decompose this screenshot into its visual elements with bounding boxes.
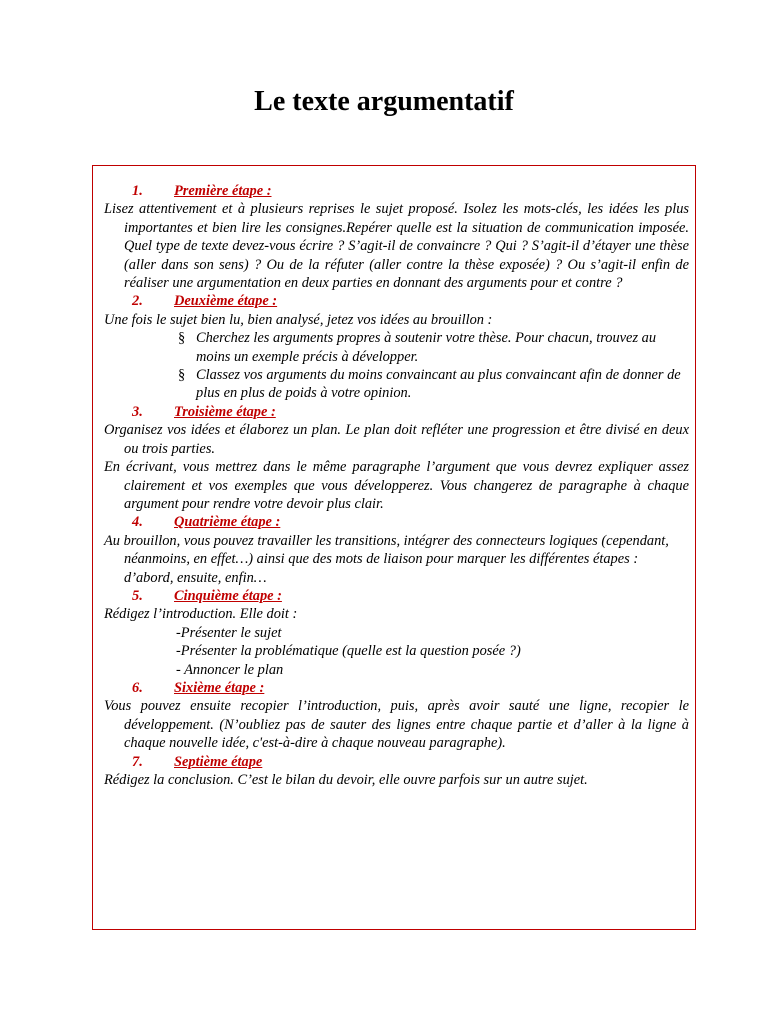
bullet-icon: §: [178, 367, 186, 384]
step-5-heading: [104, 587, 689, 605]
step-number: 7.: [132, 753, 143, 770]
step-2-intro: Une fois le sujet bien lu, bien analysé, jetez vos idées au brouillon :: [104, 311, 493, 328]
step-3-paragraph-1: Organisez vos idées et élaborez un plan. Le plan doit refléter une progression et être divisé en deux ou trois parties.: [104, 422, 689, 457]
step-5-item: -Présenter le sujet: [176, 624, 282, 641]
step-1-heading: [104, 182, 689, 200]
step-number: 4.: [132, 514, 143, 531]
step-title: Quatrième étape :: [174, 514, 281, 531]
step-title: Sixième étape :: [174, 679, 265, 696]
step-title: Cinquième étape :: [174, 587, 282, 604]
step-1-paragraph: Lisez attentivement et à plusieurs reprises le sujet proposé. Isolez les mots-clés, les idées les plus importantes et bien lire les consignes.Repérer quelle est la situation de communication imposée. Quel type de texte devez-vous écrire ? S’agit-il de convaincre ? Qui ? S’agit-il d’étayer une thèse (aller dans son sens) ? Ou de la réfuter (aller contre la thèse exposée) ? Ou s’agit-il enfin de réaliser une argumentation en deux parties en donnant des arguments pour et contre ?: [104, 201, 689, 292]
step-7-paragraph: Rédigez la conclusion. C’est le bilan du devoir, elle ouvre parfois sur un autre sujet.: [104, 772, 588, 788]
step-4-heading: [104, 513, 689, 531]
step-2-bullet-list: [104, 329, 689, 403]
list-item: [104, 366, 689, 403]
step-number: 2.: [132, 293, 143, 310]
step-6-paragraph: Vous pouvez ensuite recopier l’introduction, puis, après avoir sauté une ligne, recopier le développement. (N’oubliez pas de sauter des lignes entre chaque partie et d’aller à la ligne à chaque nouvelle idée, c'est-à-dire à chaque nouveau paragraphe).: [104, 698, 689, 752]
step-number: 1.: [132, 183, 143, 199]
bullet-text: Cherchez les arguments propres à soutenir votre thèse. Pour chacun, trouvez au moins un exemple précis à développer.: [196, 330, 657, 365]
step-3-heading: [104, 403, 689, 421]
step-title: Première étape :: [174, 183, 272, 199]
step-number: 3.: [132, 403, 143, 420]
bullet-icon: §: [178, 330, 186, 347]
step-4-paragraph: Au brouillon, vous pouvez travailler les transitions, intégrer des connecteurs logiques (cependant, néanmoins, en effet…) ainsi que des mots de liaison pour marquer les différentes étapes : d’abord, ensuite, enfin…: [104, 532, 669, 586]
step-5-item: -Présenter la problématique (quelle est la question posée ?): [176, 643, 521, 660]
step-title: Troisième étape :: [174, 403, 276, 420]
document-body: [104, 182, 689, 789]
step-7-heading: [104, 753, 689, 771]
step-2-heading: [104, 292, 689, 310]
page-title: Le texte argumentatif: [254, 86, 514, 117]
bullet-text: Classez vos arguments du moins convaincant au plus convaincant afin de donner de plus en plus de poids à votre opinion.: [196, 367, 681, 402]
step-number: 5.: [132, 587, 143, 604]
list-item: [104, 329, 689, 366]
step-5-item: - Annoncer le plan: [176, 661, 284, 678]
step-title: Septième étape: [174, 753, 263, 770]
step-6-heading: [104, 679, 689, 697]
step-title: Deuxième étape :: [174, 293, 278, 310]
step-3-paragraph-2: En écrivant, vous mettrez dans le même paragraphe l’argument que vous devrez expliquer assez clairement et vos exemples que vous développerez. Vous changerez de paragraphe à chaque argument pour rendre votre devoir plus clair.: [104, 459, 689, 512]
step-number: 6.: [132, 679, 143, 696]
step-5-intro: Rédigez l’introduction. Elle doit :: [104, 606, 298, 623]
